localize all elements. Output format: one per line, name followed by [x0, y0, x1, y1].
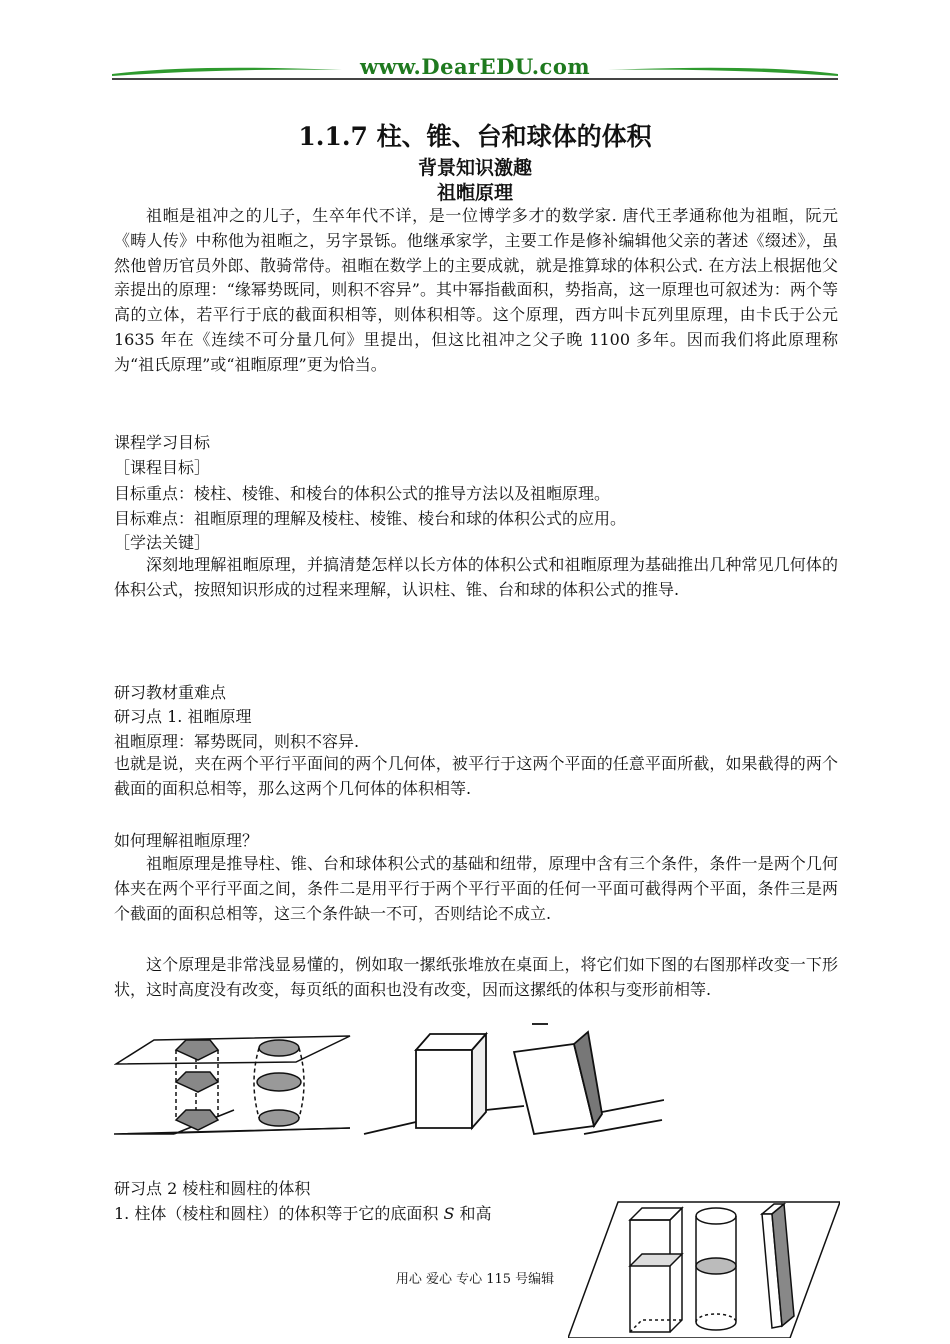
paper-stack-slanted [514, 1024, 664, 1134]
prism-volume-suffix: 和高 [454, 1204, 492, 1223]
study-point-2-title: 研习点 2 棱柱和圆柱的体积 [114, 1179, 311, 1198]
course-goal-bracket: ［课程目标］ [114, 458, 211, 477]
principle-statement: 祖暅原理：幂势既同，则积不容异. [114, 732, 360, 751]
study-point-1-title: 研习点 1. 祖暅原理 [114, 707, 252, 726]
base-area-variable: S [443, 1204, 455, 1223]
intro-paragraph: 祖暅是祖冲之的儿子，生卒年代不详，是一位博学多才的数学家. 唐代王孝通称他为祖暅，阮元《畴人传》中称他为祖暅之，另字景铄。他继承家学，主要工作是修补编辑他父亲的著述《缀述》，虽然他曾历官员外郎、散骑常侍。祖暅在数学上的主要成就，就是推算球的体积公式. 在方法上根据他父亲提出的原理：“缘幂势既同，则积不容异”。其中幂指截面积，势指高，这一原理也可叙述为：两个等高的立体，若平行于底的截面积相等，则体积相等。这个原理，西方叫卡瓦列里原理，由卡氏于公元 1635 年在《连续不可分量几何》里提出，但这比祖冲之父子晚 1100 多年。因而我们将此原理称为“祖氏原理”或“祖暅原理”更为恰当。 [114, 206, 838, 374]
goal-key-point: 目标重点：棱柱、棱锥、和棱台的体积公式的推导方法以及祖暅原理。 [114, 484, 611, 503]
page-title: 1.1.7 柱、锥、台和球体的体积 [298, 122, 652, 151]
site-logo[interactable]: www.DearEDU.com [359, 54, 591, 79]
principle-explanation: 也就是说，夹在两个平行平面间的两个几何体，被平行于这两个平面的任意平面所截，如果截得的两个截面的面积总相等，那么这两个几何体的体积相等. [114, 754, 838, 798]
parallel-planes-solids [114, 1036, 350, 1134]
section-subtitle: 背景知识激趣 [417, 157, 532, 179]
slanted-prism [762, 1204, 794, 1328]
paper-stack-box [364, 1034, 524, 1134]
method-paragraph: 深刻地理解祖暅原理，并搞清楚怎样以长方体的体积公式和祖暅原理为基础推出几种常见几何体的体积公式，按照知识形成的过程来理解，认识柱、锥、台和球的体积公式的推导. [114, 555, 838, 599]
method-bracket: ［学法关键］ [114, 533, 211, 552]
prism-volume-prefix: 1. 柱体（棱柱和圆柱）的体积等于它的底面积 [114, 1204, 444, 1223]
goals-heading: 课程学习目标 [114, 433, 211, 452]
prism-volume-item [114, 1201, 492, 1224]
study-heading: 研习教材重难点 [114, 683, 227, 702]
paper-example-paragraph: 这个原理是非常浅显易懂的，例如取一摞纸张堆放在桌面上，将它们如下图的右图那样改变一下形状，这时高度没有改变，每页纸的面积也没有改变，因而这摞纸的体积与变形前相等. [114, 955, 838, 999]
principle-subtitle: 祖暅原理 [436, 182, 513, 204]
principle-paragraph: 祖暅原理是推导柱、锥、台和球体积公式的基础和纽带，原理中含有三个条件，条件一是两个几何体夹在两个平行平面之间，条件二是用平行于两个平行平面的任何一平面可截得两个平面，条件三是两个截面的面积总相等，这三个条件缺一不可，否则结论不成立. [114, 854, 838, 923]
page-footer: 用心 爱心 专心 115 号编辑 [395, 1272, 555, 1287]
prism-cylinder-figure [568, 1192, 840, 1338]
goal-difficulty: 目标难点：祖暅原理的理解及棱柱、棱锥、棱台和球的体积公式的应用。 [114, 509, 627, 528]
cavalieri-figure [114, 1022, 664, 1138]
site-header [112, 50, 838, 90]
question-heading: 如何理解祖暅原理？ [114, 831, 259, 850]
